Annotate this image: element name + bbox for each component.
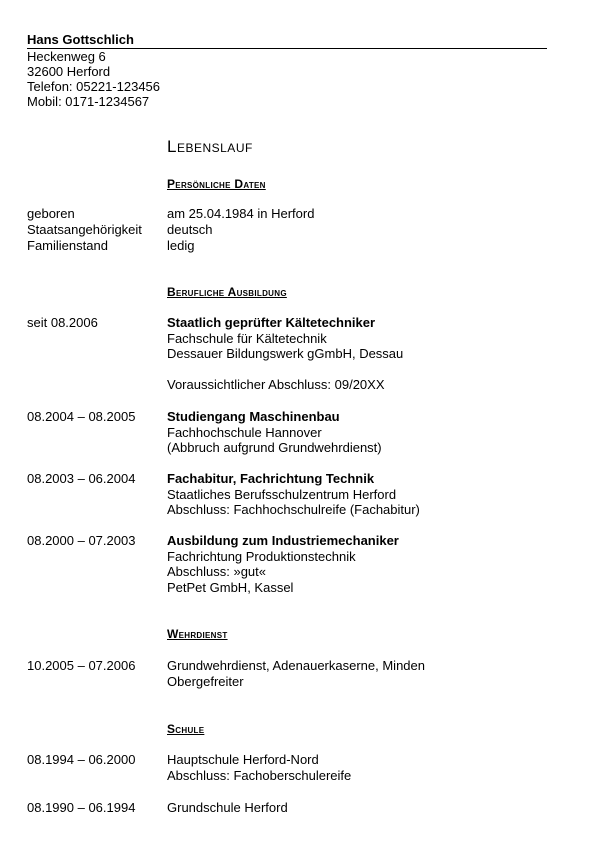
entry-content xyxy=(167,800,288,816)
phone-number: Telefon: 05221-123456 xyxy=(27,79,161,94)
entry-content xyxy=(167,658,425,689)
entry-date: 08.1994 – 06.2000 xyxy=(27,752,136,767)
entry-line: Fachrichtung Produktionstechnik xyxy=(167,548,356,564)
entry-content xyxy=(167,752,351,783)
entry-content xyxy=(167,409,382,456)
entry-date: 10.2005 – 07.2006 xyxy=(27,658,136,673)
nationality-label: Staatsangehörigkeit xyxy=(27,222,142,237)
section-heading-training: Berufliche Ausbildung xyxy=(167,285,287,299)
born-label: geboren xyxy=(27,206,75,221)
entry-line: Fachhochschule Hannover xyxy=(167,424,322,440)
entry-title: Studiengang Maschinenbau xyxy=(167,409,340,424)
section-heading-school: Schule xyxy=(167,722,205,736)
entry-date: 08.2003 – 06.2004 xyxy=(27,471,136,486)
entry-date: 08.2004 – 08.2005 xyxy=(27,409,136,424)
entry-date: 08.2000 – 07.2003 xyxy=(27,533,136,548)
entry-line: Staatliches Berufsschulzentrum Herford xyxy=(167,486,397,502)
applicant-name: Hans Gottschlich xyxy=(27,32,547,49)
entry-line: Abschluss: Fachhochschulreife (Fachabitur) xyxy=(167,502,420,517)
entry-line: Hauptschule Herford-Nord xyxy=(167,752,319,767)
born-value: am 25.04.1984 in Herford xyxy=(167,206,315,221)
entry-date: seit 08.2006 xyxy=(27,315,98,330)
document-title: Lebenslauf xyxy=(167,137,253,156)
section-heading-military: Wehrdienst xyxy=(167,627,228,641)
entry-line: Grundwehrdienst, Adenauerkaserne, Minden xyxy=(167,658,425,673)
marital-status-value: ledig xyxy=(167,238,195,253)
entry-line: Dessauer Bildungswerk gGmbH, Dessau xyxy=(167,346,404,361)
entry-extra: Voraussichtlicher Abschluss: 09/20XX xyxy=(167,377,385,392)
entry-title: Ausbildung zum Industriemechaniker xyxy=(167,533,399,548)
address-header xyxy=(27,32,547,109)
entry-content xyxy=(167,471,420,518)
entry-line: Grundschule Herford xyxy=(167,800,288,815)
entry-line: Abschluss: Fachoberschulereife xyxy=(167,767,352,783)
entry-spacer xyxy=(167,362,403,378)
mobile-number: Mobil: 0171-1234567 xyxy=(27,94,150,109)
entry-line: Fachschule für Kältetechnik xyxy=(167,330,327,346)
address-street: Heckenweg 6 xyxy=(27,49,106,64)
marital-status-label: Familienstand xyxy=(27,238,108,253)
entry-line: Obergefreiter xyxy=(167,673,244,689)
entry-content xyxy=(167,533,399,595)
entry-line: PetPet GmbH, Kassel xyxy=(167,579,294,595)
section-heading-personal: Persönliche Daten xyxy=(167,177,266,191)
entry-line: (Abbruch aufgrund Grundwehrdienst) xyxy=(167,440,382,455)
entry-title: Fachabitur, Fachrichtung Technik xyxy=(167,471,375,486)
entry-title: Staatlich geprüfter Kältetechniker xyxy=(167,315,376,330)
address-city: 32600 Herford xyxy=(27,64,111,79)
nationality-value: deutsch xyxy=(167,222,213,237)
entry-date: 08.1990 – 06.1994 xyxy=(27,800,136,815)
entry-content xyxy=(167,315,403,393)
entry-line: Abschluss: »gut« xyxy=(167,564,267,579)
